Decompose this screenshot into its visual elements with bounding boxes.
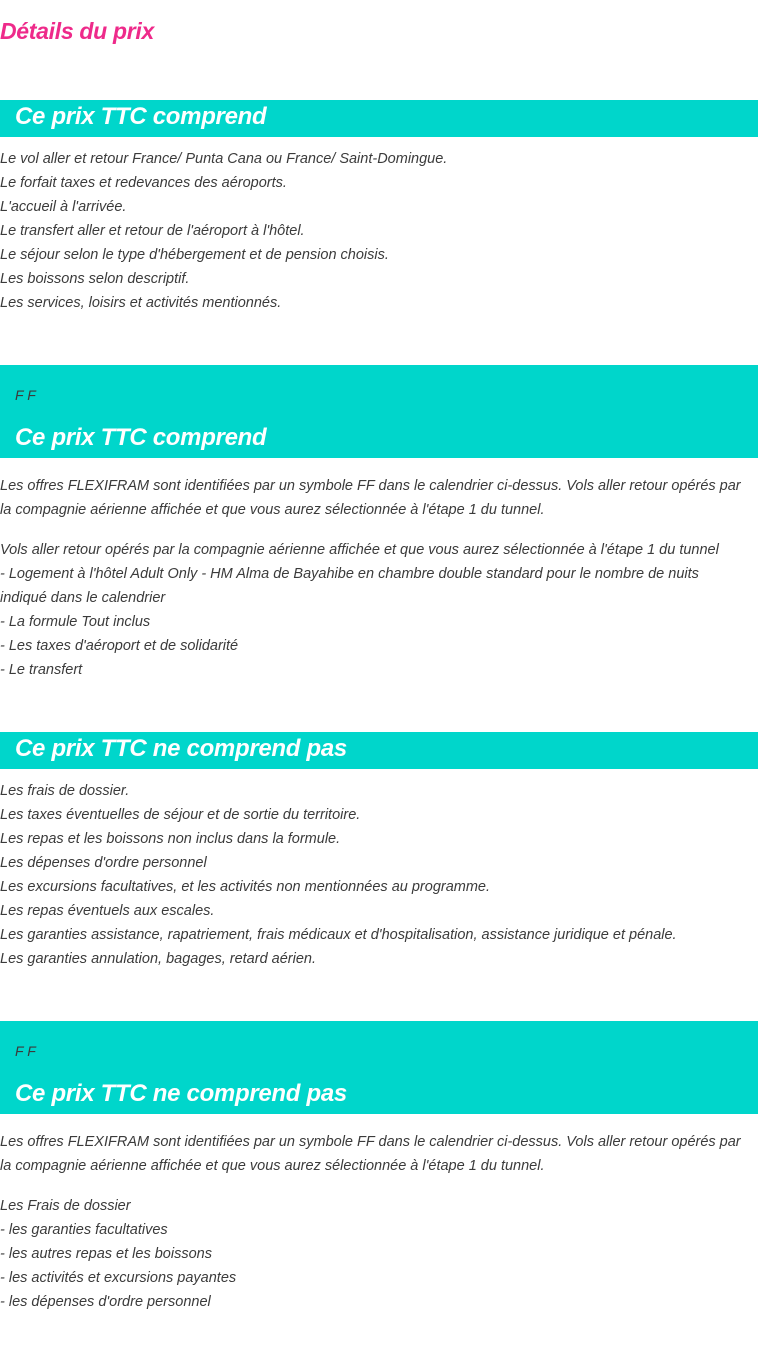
- section-heading: Ce prix TTC ne comprend pas: [15, 735, 347, 762]
- list-item: - les activités et excursions payantes: [0, 1270, 237, 1286]
- list-item: Les taxes éventuelles de séjour et de sortie du territoire.: [0, 807, 361, 823]
- section-header-flexifram-included: [0, 365, 758, 458]
- list-item: Les boissons selon descriptif.: [0, 271, 190, 287]
- list-item: Les services, loisirs et activités mentionnés.: [0, 295, 282, 311]
- list-item: Les frais de dossier.: [0, 783, 130, 799]
- list-item: L'accueil à l'arrivée.: [0, 199, 127, 215]
- offer-code: F F: [15, 387, 36, 403]
- list-item: Les dépenses d'ordre personnel: [0, 855, 207, 871]
- list-item: Les repas et les boissons non inclus dans la formule.: [0, 831, 341, 847]
- section-header-not-included: [0, 732, 758, 769]
- flexifram-intro: Les offres FLEXIFRAM sont identifiées par un symbole FF dans le calendrier ci-dessus. Vols aller retour opérés par la compagnie aérienne affichée et que vous aurez sélectionnée à l'étape 1 du tunnel.: [0, 478, 741, 518]
- list-item: Le forfait taxes et redevances des aéroports.: [0, 175, 287, 191]
- section-heading: Ce prix TTC ne comprend pas: [15, 1080, 347, 1107]
- section-header-flexifram-not-included: [0, 1021, 758, 1114]
- list-item: Les garanties assistance, rapatriement, frais médicaux et d'hospitalisation, assistance juridique et pénale.: [0, 927, 677, 943]
- flexifram-not-included-list: [0, 1194, 758, 1314]
- list-item: Le transfert aller et retour de l'aéroport à l'hôtel.: [0, 223, 305, 239]
- list-item: Le vol aller et retour France/ Punta Cana ou France/ Saint-Domingue.: [0, 151, 448, 167]
- list-item: Les excursions facultatives, et les activités non mentionnées au programme.: [0, 879, 491, 895]
- list-item: - les garanties facultatives: [0, 1222, 168, 1238]
- list-item: Les garanties annulation, bagages, retard aérien.: [0, 951, 316, 967]
- list-item: Les Frais de dossier: [0, 1198, 131, 1214]
- included-list: [0, 147, 758, 315]
- list-item: - Le transfert: [0, 662, 83, 678]
- list-item: - La formule Tout inclus: [0, 614, 151, 630]
- list-item: - Logement à l'hôtel Adult Only - HM Alma de Bayahibe en chambre double standard pour le nombre de nuits indiqué dans le calendrier: [0, 566, 699, 606]
- offer-code: F F: [15, 1043, 36, 1059]
- list-item: Les repas éventuels aux escales.: [0, 903, 215, 919]
- list-item: Le séjour selon le type d'hébergement et de pension choisis.: [0, 247, 389, 263]
- list-item: - les dépenses d'ordre personnel: [0, 1294, 211, 1310]
- list-item: Vols aller retour opérés par la compagnie aérienne affichée et que vous aurez sélectionnée à l'étape 1 du tunnel: [0, 542, 719, 558]
- not-included-list: [0, 779, 758, 971]
- list-item: - Les taxes d'aéroport et de solidarité: [0, 638, 239, 654]
- section-header-included: [0, 100, 758, 137]
- flexifram-included-list: [0, 538, 758, 682]
- list-item: - les autres repas et les boissons: [0, 1246, 212, 1262]
- flexifram-intro: Les offres FLEXIFRAM sont identifiées par un symbole FF dans le calendrier ci-dessus. Vols aller retour opérés par la compagnie aérienne affichée et que vous aurez sélectionnée à l'étape 1 du tunnel.: [0, 1134, 741, 1174]
- section-heading: Ce prix TTC comprend: [15, 103, 267, 130]
- section-heading: Ce prix TTC comprend: [15, 424, 267, 451]
- page-title: Détails du prix: [0, 18, 154, 44]
